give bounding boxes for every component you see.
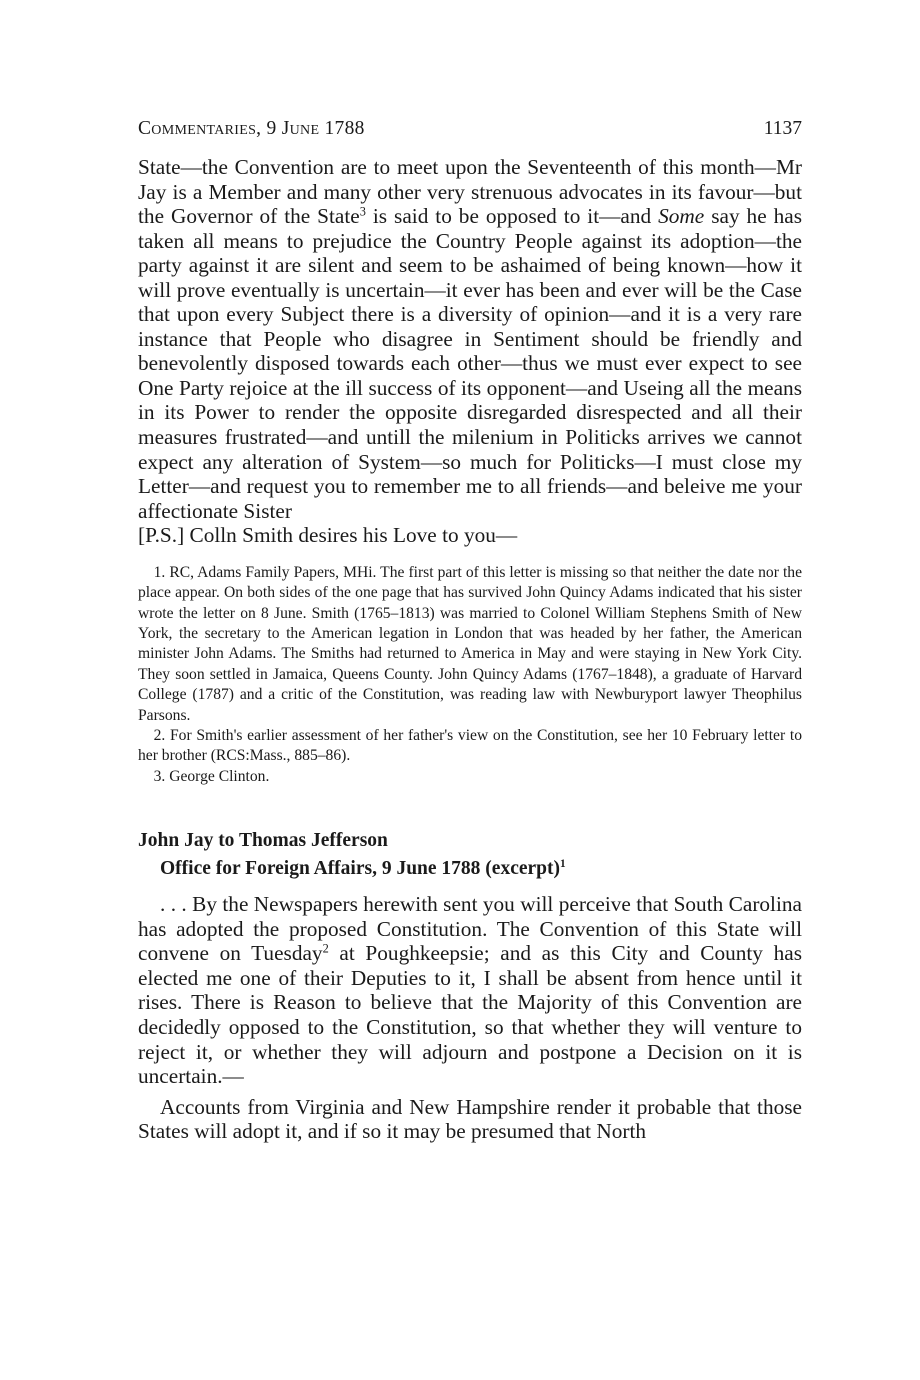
heading-line-2-text: Office for Foreign Affairs, 9 June 1788 (excerpt) — [160, 858, 561, 880]
footnote-ref-3[interactable]: 3 — [359, 204, 366, 219]
document-page — [138, 118, 802, 1144]
heading-line-2 — [138, 855, 802, 883]
running-header — [138, 118, 802, 140]
italic-emphasis: Some — [658, 204, 705, 229]
letter-text-lead: State—the Convention are to meet upon the Seventeenth of this month—Mr Jay is a Member and many other very strenuous advocates in its favour—but the Governor of the State — [138, 155, 802, 229]
footnote-ref-1[interactable]: 1 — [560, 858, 566, 871]
letter-text-mid: is said to be opposed to it—and — [365, 204, 659, 229]
document-heading — [138, 827, 802, 883]
footnote-2: 2. For Smith's earlier assessment of her father's view on the Constitution, see her 10 February letter to her brother (RCS:Mass., 885–86). — [138, 727, 802, 765]
footnote-1: 1. RC, Adams Family Papers, MHi. The first part of this letter is missing so that neither the date nor the place appear. On both sides of the one page that has survived John Quincy Adams indicated that his sister wrote the letter on 8 June. Smith (1765–1813) was married to Colonel William Stephens Smith of New York, the secretary to the American legation in London that was headed by her father, the American minister John Adams. The Smiths had returned to America in May and were staying in New York City. They soon settled in Jamaica, Queens County. John Quincy Adams (1767–1848), a graduate of Harvard College (1787) and a critic of the Constitution, was reading law with Newburyport lawyer Theophilus Parsons. — [138, 563, 802, 724]
paragraph-1-lead: . . . By the Newspapers herewith sent you will perceive that South Carolina has adopted the proposed Constitution. The Convention of this State will convene on Tuesday — [138, 892, 802, 966]
page-number: 1137 — [763, 118, 802, 139]
document-paragraph-2: Accounts from Virginia and New Hampshire render it probable that those States will adopt it, and if so it may be presumed that North — [138, 1094, 802, 1144]
footnote-3: 3. George Clinton. — [153, 767, 270, 785]
postscript: [P.S.] Colln Smith desires his Love to you— — [138, 523, 518, 548]
letter-paragraph — [138, 155, 802, 523]
paragraph-1-rest: at Poughkeepsie; and as this City and County has elected me one of their Deputies to it, I shall be absent from hence until it rises. There is Reason to believe that the Majority of this Convention are decidedly opposed to the Constitution, so that whether they will venture to reject it, or whether they will adjourn and postpone a Decision on it is uncertain.— — [138, 941, 802, 1089]
letter-continuation — [138, 155, 802, 523]
letter-text-rest: say he has taken all means to prejudice the Country People against its adoption—the party against it are silent and seem to be ashaimed of being known—how it will prove eventually is uncertain—it ever has been and ever will be the Case that upon every Subject there is a diversity of opinion—and it is a very rare instance that People who disagree in Sentiment should be friendly and benevolently disposed towards each other—thus we must ever expect to see One Party rejoice at the ill success of its opponent—and Useing all the means in its Power to render the opposite disregarded disrespected and all their measures frustrated—and untill the milenium in Politicks arrives we cannot expect any alteration of System—so much for Politicks—I must close my Letter—and request you to remember me to all friends—and beleive me your affectionate Sister — [138, 204, 802, 523]
heading-line-1: John Jay to Thomas Jefferson — [138, 830, 388, 852]
running-title: Commentaries, 9 June 1788 — [138, 118, 365, 139]
footnotes — [138, 563, 802, 787]
footnote-ref-2[interactable]: 2 — [322, 941, 329, 956]
document-paragraph-1 — [138, 892, 802, 1088]
document-body — [138, 892, 802, 1143]
